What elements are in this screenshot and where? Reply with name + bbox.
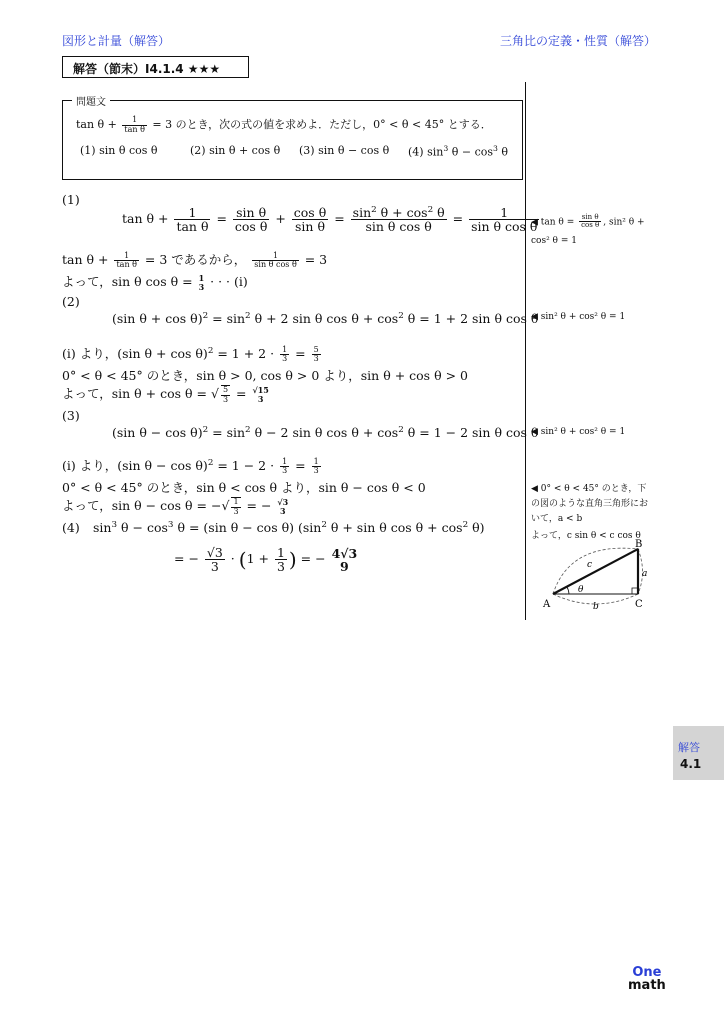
part3-line-b: 0° < θ < 45° のとき，sin θ < cos θ より，sin θ − cos θ < 0 — [62, 480, 426, 495]
part2-equation: (sin $\theta + \cos \theta)^2 = \sin^2 \theta + 2$ sin θ $\cos \theta + \cos^2 \theta = 1 + 2$ sin θ cos θ — [112, 311, 539, 327]
label-b: b — [593, 602, 599, 612]
problem-box — [62, 100, 523, 180]
title-label: 解答（節末）I4.1.4 ★★★ — [73, 62, 221, 76]
triangle-diagram — [535, 536, 655, 612]
side-note-1b: cos² θ = 1 — [531, 236, 577, 246]
part4-line-b: = − $\frac{√3}{3}$ · (1 + $\frac{1}{3}$ ) = − 4√3 9 — [174, 545, 358, 575]
part3-line-a: (i) より，(sin θ − cos θ)$^2$ = 1 − 2 · $\frac{1}{3}$ = $\frac{1}{3}$ — [62, 456, 319, 475]
part3-label: (3) — [62, 408, 80, 423]
section-tab — [673, 726, 724, 780]
onemath-logo: One math — [628, 965, 666, 993]
side-note-1: ◀ tan θ = $\frac{\text{sin θ}}{\text{cos θ}}$ , sin² θ + — [531, 213, 645, 230]
side-note-4b: の図のような直角三角形にお — [531, 499, 649, 509]
hypotenuse — [553, 549, 638, 594]
label-theta: θ — [578, 585, 584, 595]
problem-legend: 問題文 — [72, 93, 110, 108]
part4-label: (4) — [62, 520, 80, 535]
vertex-b: B — [635, 539, 643, 550]
question-3: (3) sin θ − cos θ — [299, 144, 390, 157]
angle-arc — [567, 587, 569, 594]
part2-line-b: 0° < θ < 45° のとき，sin θ > 0, cos θ > 0 より，sin θ + cos θ > 0 — [62, 368, 468, 383]
margin-rule — [525, 82, 526, 620]
question-4: (4) $\sin^3 \theta - \cos^3 \theta$ — [408, 144, 509, 159]
side-note-4a: ◀ 0° < θ < 45° のとき，下 — [531, 484, 647, 494]
header-left: 図形と計量（解答） — [62, 34, 171, 48]
title-box — [62, 56, 249, 78]
vertex-c: C — [635, 599, 643, 610]
part1-line-a: tan θ + $\frac{1}{\text{tan θ}}$ = 3 であるから， $\frac{1}{\text{sin θ cos θ}}$ = 3 — [62, 250, 328, 269]
side-note-4c: いて，a < b — [531, 514, 583, 524]
side-note-2: ◀ sin² θ + cos² θ = 1 — [531, 312, 626, 322]
part2-line-c: よって，sin θ + cos θ = √ $\frac{5}{3}$ = √15 3 — [62, 385, 269, 404]
part1-line-c: よって，sin θ cos θ = 1 3 · · · (i) — [62, 273, 248, 292]
header-right: 三角比の定義・性質（解答） — [499, 34, 656, 48]
vertex-a: A — [543, 599, 551, 610]
part1-equation: tan θ + $\frac{1}{\text{tan θ}}$ = $\frac{\text{sin θ}}{\text{cos θ}}$ + $\frac{\text{cos θ}}{\text{sin θ}}$ = $\frac{\sin^2 \theta + \cos^2 \theta}{\text{sin θ cos θ}}$ = $\frac{1}{\text{sin θ cos θ}}$ — [122, 205, 538, 235]
side-note-3: ◀ sin² θ + cos² θ = 1 — [531, 427, 626, 437]
part2-line-a: (i) より，(sin θ + cos θ)$^2$ = 1 + 2 · $\frac{1}{3}$ = $\frac{5}{3}$ — [62, 344, 319, 363]
part3-line-c: よって，sin θ − cos θ = −√ $\frac{1}{3}$ = − √3 3 — [62, 497, 289, 516]
part3-equation: (sin $\theta - \cos \theta)^2 = \sin^2 \theta - 2$ sin θ $\cos \theta + \cos^2 \theta = 1 - 2$ sin θ cos θ — [112, 425, 539, 441]
question-2: (2) sin θ + cos θ — [190, 144, 281, 157]
question-1: (1) sin θ cos θ — [80, 144, 158, 157]
part4-line-a: $\sin^3 \theta - \cos^3 \theta = (\sin$ θ − cos θ) ($\sin^2$ θ + sin θ $\cos \theta + \cos^2 \theta$) — [93, 520, 485, 536]
tab-number: 4.1 — [680, 757, 702, 771]
label-c: c — [587, 560, 593, 570]
label-a: a — [642, 569, 648, 579]
problem-statement: tan θ + $\frac{1}{\text{tan θ}}$ = 3 のとき，次の式の値を求めよ．ただし，0° < θ < 45° とする． — [76, 115, 492, 134]
tab-label: 解答 — [678, 741, 700, 754]
side-note-4d: よって，c sin θ < c cos θ — [531, 531, 641, 541]
part1-label: (1) — [62, 192, 80, 207]
part2-label: (2) — [62, 294, 80, 309]
